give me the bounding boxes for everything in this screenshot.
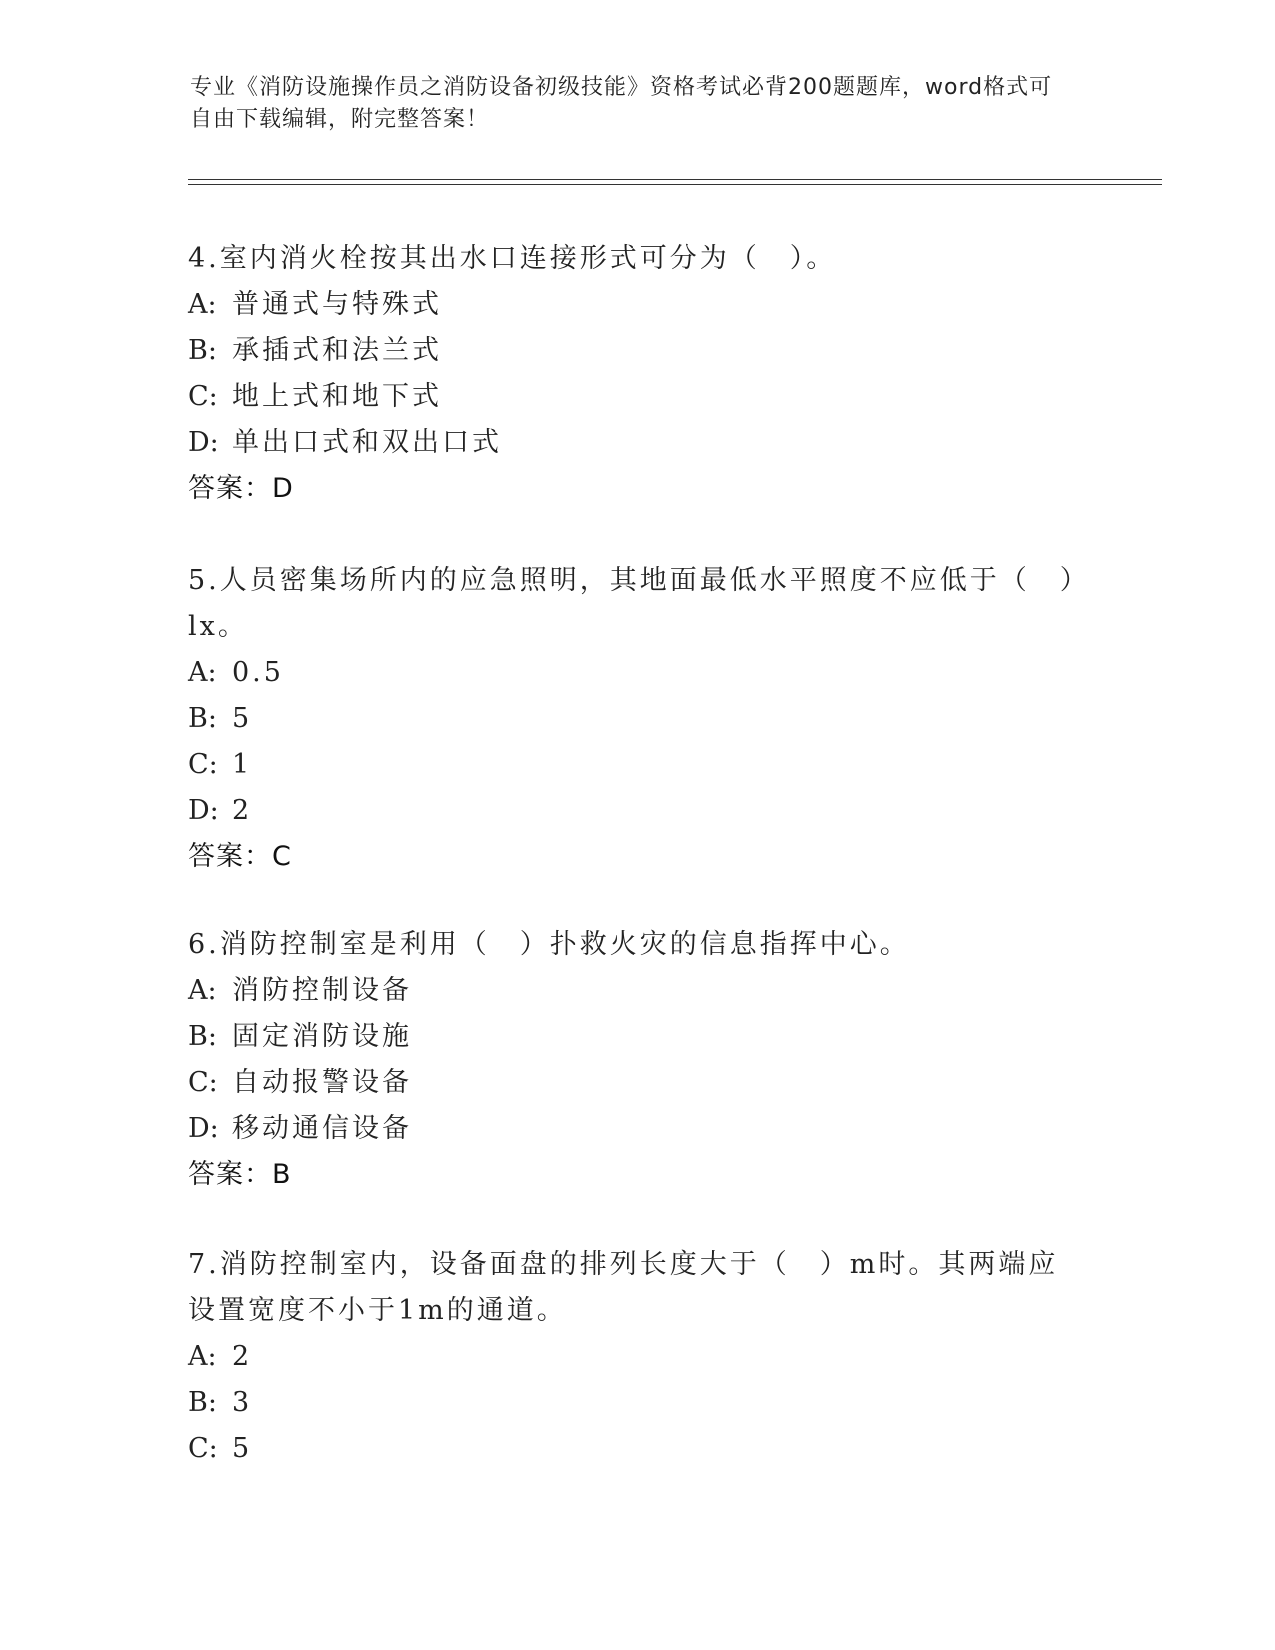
option-text: 5 bbox=[232, 703, 253, 734]
option-letter: C: bbox=[188, 1067, 218, 1098]
header-divider-top bbox=[188, 179, 1162, 180]
option-b bbox=[188, 328, 1088, 374]
question-4 bbox=[188, 236, 1088, 512]
option-letter: D: bbox=[188, 427, 219, 458]
option-d bbox=[188, 420, 1088, 466]
question-stem: 4.室内消火栓按其出水口连接形式可分为（ ）。 bbox=[188, 243, 837, 274]
option-text: 单出口式和双出口式 bbox=[232, 427, 502, 458]
option-letter: A: bbox=[188, 1341, 217, 1372]
document-header: 专业《消防设施操作员之消防设备初级技能》资格考试必背200题题库，word格式可自由下载编辑，附完整答案！ bbox=[190, 75, 1053, 132]
option-letter: A: bbox=[188, 975, 217, 1006]
option-b bbox=[188, 1380, 1088, 1426]
option-a bbox=[188, 1334, 1088, 1380]
option-b bbox=[188, 696, 1088, 742]
option-text: 自动报警设备 bbox=[232, 1067, 412, 1098]
answer: 答案：D bbox=[188, 473, 294, 504]
option-letter: C: bbox=[188, 1433, 218, 1464]
option-text: 承插式和法兰式 bbox=[232, 335, 442, 366]
option-letter: A: bbox=[188, 657, 217, 688]
option-a bbox=[188, 968, 1088, 1014]
answer: 答案：C bbox=[188, 841, 292, 872]
option-a bbox=[188, 650, 1088, 696]
question-stem: 7.消防控制室内，设备面盘的排列长度大于（ ）m时。其两端应设置宽度不小于1m的通道。 bbox=[188, 1249, 1059, 1326]
option-text: 5 bbox=[232, 1433, 253, 1464]
question-7 bbox=[188, 1242, 1088, 1472]
option-text: 地上式和地下式 bbox=[232, 381, 442, 412]
option-text: 0.5 bbox=[232, 657, 284, 688]
option-letter: B: bbox=[188, 335, 217, 366]
option-c bbox=[188, 1426, 1088, 1472]
option-c bbox=[188, 742, 1088, 788]
question-5 bbox=[188, 558, 1088, 880]
option-letter: A: bbox=[188, 289, 217, 320]
option-letter: D: bbox=[188, 795, 219, 826]
option-text: 2 bbox=[232, 1341, 253, 1372]
option-c bbox=[188, 1060, 1088, 1106]
option-text: 移动通信设备 bbox=[232, 1113, 412, 1144]
question-stem: 6.消防控制室是利用（ ）扑救火灾的信息指挥中心。 bbox=[188, 929, 910, 960]
option-letter: C: bbox=[188, 749, 218, 780]
option-d bbox=[188, 788, 1088, 834]
question-6 bbox=[188, 922, 1088, 1198]
option-text: 1 bbox=[232, 749, 253, 780]
option-c bbox=[188, 374, 1088, 420]
option-text: 固定消防设施 bbox=[232, 1021, 412, 1052]
option-a bbox=[188, 282, 1088, 328]
option-letter: B: bbox=[188, 1021, 217, 1052]
option-letter: B: bbox=[188, 1387, 217, 1418]
option-text: 3 bbox=[232, 1387, 253, 1418]
option-text: 普通式与特殊式 bbox=[232, 289, 442, 320]
option-text: 消防控制设备 bbox=[232, 975, 412, 1006]
answer: 答案：B bbox=[188, 1159, 292, 1190]
option-b bbox=[188, 1014, 1088, 1060]
option-letter: B: bbox=[188, 703, 217, 734]
option-letter: D: bbox=[188, 1113, 219, 1144]
header-divider-bottom bbox=[188, 184, 1162, 185]
option-text: 2 bbox=[232, 795, 253, 826]
question-stem: 5.人员密集场所内的应急照明，其地面最低水平照度不应低于（ ）lx。 bbox=[188, 565, 1077, 642]
option-letter: C: bbox=[188, 381, 218, 412]
option-d bbox=[188, 1106, 1088, 1152]
